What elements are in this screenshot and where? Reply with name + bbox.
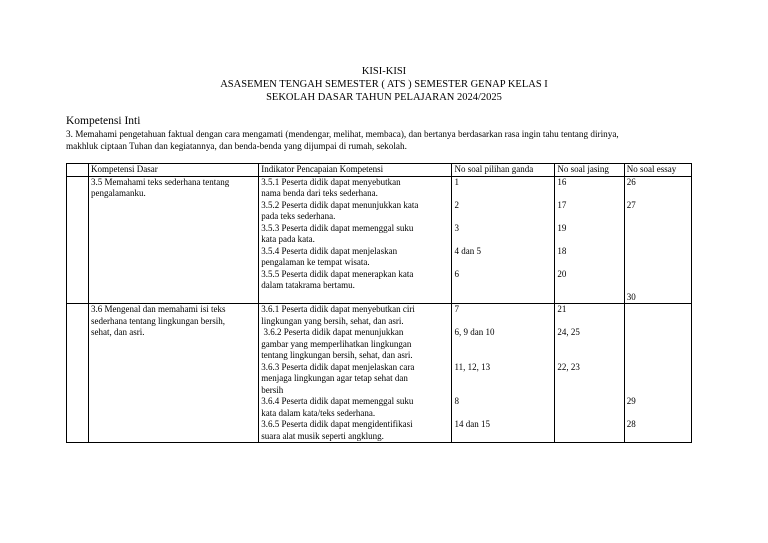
- indikator-line: 3.5.3 Peserta didik dapat memenggal suku: [261, 222, 414, 233]
- header-jasing: No soal jasing: [555, 164, 624, 177]
- document-title: KISI-KISI: [361, 66, 407, 77]
- essay-number: 30: [626, 291, 636, 302]
- ki-text-line: 3. Memahami pengetahuan faktual dengan cara mengamati (mendengar, melihat, membaca), dan bertanya berdasarkan rasa ingin tahu tentang dirinya,: [66, 129, 619, 139]
- kompetensi-dasar-cell: [89, 304, 259, 443]
- header-cell-number: [67, 164, 89, 177]
- indikator-line: suara alat musik seperti angklung.: [261, 430, 384, 441]
- indikator-line: pengalaman ke tempat wisata.: [261, 257, 370, 267]
- indikator-line: menjaga lingkungan agar tetap sehat dan: [261, 373, 408, 383]
- essay-number: 28: [626, 419, 636, 429]
- js-number: 21: [557, 304, 567, 314]
- header-kompetensi-dasar: Kompetensi Dasar: [89, 164, 259, 177]
- indikator-line: 3.6.2 Peserta didik dapat menunjukkan: [261, 327, 404, 337]
- table-header-row: [67, 164, 692, 177]
- indikator-line: kata pada kata.: [261, 234, 315, 244]
- indikator-line: dalam tatakrama bertamu.: [261, 280, 355, 290]
- pg-number: 7: [454, 304, 459, 314]
- kd-line: 3.6 Mengenal dan memahami isi teks: [91, 304, 226, 314]
- pg-number: 3: [454, 222, 459, 233]
- header-indikator: Indikator Pencapaian Kompetensi: [259, 164, 452, 177]
- kd-line: sehat, dan asri.: [91, 327, 145, 337]
- header-essay: No soal essay: [624, 164, 691, 177]
- essay-cell: [624, 304, 691, 443]
- pg-number: 4 dan 5: [454, 245, 481, 256]
- js-number: 22, 23: [557, 361, 580, 372]
- js-number: 19: [557, 222, 567, 233]
- essay-number: 26: [626, 176, 636, 187]
- pg-number: 6, 9 dan 10: [454, 327, 495, 337]
- indikator-line: 3.6.3 Peserta didik dapat menjelaskan cara: [261, 361, 415, 372]
- indikator-line: 3.6.5 Peserta didik dapat mengidentifikasi: [261, 419, 413, 429]
- indikator-line: 3.5.5 Peserta didik dapat menerapkan kata: [261, 268, 414, 279]
- jasing-cell: [555, 176, 624, 304]
- indikator-line: tentang lingkungan bersih, sehat, dan asri.: [261, 350, 413, 360]
- indikator-line: 3.5.1 Peserta didik dapat menyebutkan: [261, 176, 401, 187]
- essay-number: 27: [626, 199, 636, 210]
- document-school-year: SEKOLAH DASAR TAHUN PELAJARAN 2024/2025: [266, 92, 502, 103]
- indikator-cell: [259, 176, 452, 304]
- js-number: 24, 25: [557, 327, 580, 337]
- document-subtitle: ASASEMEN TENGAH SEMESTER ( ATS ) SEMESTER GENAP KELAS I: [220, 79, 548, 90]
- indikator-line: pada teks sederhana.: [261, 211, 336, 221]
- pg-number: 11, 12, 13: [454, 361, 491, 372]
- kd-line: pengalamanku.: [91, 188, 146, 198]
- js-number: 17: [557, 199, 567, 210]
- table-row: [67, 304, 692, 443]
- indikator-line: lingkungan yang bersih, sehat, dan asri.: [261, 315, 404, 326]
- indikator-line: 3.6.1 Peserta didik dapat menyebutkan ciri: [261, 304, 415, 314]
- indikator-line: 3.6.4 Peserta didik dapat memenggal suku: [261, 396, 414, 406]
- kd-line: sederhana tentang lingkungan bersih,: [91, 315, 226, 326]
- indikator-line: nama benda dari teks sederhana.: [261, 188, 378, 198]
- row-number-cell: [67, 176, 89, 304]
- js-number: 16: [557, 176, 567, 187]
- pg-number: 6: [454, 268, 459, 279]
- js-number: 18: [557, 245, 567, 256]
- pilihan-ganda-cell: [452, 304, 555, 443]
- indikator-cell: [259, 304, 452, 443]
- header-pilihan-ganda: No soal pilihan ganda: [452, 164, 555, 177]
- indikator-line: 3.5.4 Peserta didik dapat menjelaskan: [261, 245, 398, 256]
- essay-cell: [624, 176, 691, 304]
- pg-number: 2: [454, 199, 459, 210]
- indikator-line: gambar yang memperlihatkan lingkungan: [261, 338, 412, 349]
- pilihan-ganda-cell: [452, 176, 555, 304]
- table-row: [67, 176, 692, 304]
- pg-number: 8: [454, 396, 459, 406]
- kompetensi-dasar-cell: [89, 176, 259, 304]
- js-number: 20: [557, 268, 567, 279]
- kisi-kisi-table: [66, 163, 692, 443]
- jasing-cell: [555, 304, 624, 443]
- indikator-line: kata dalam kata/teks sederhana.: [261, 407, 376, 418]
- pg-number: 14 dan 15: [454, 419, 490, 429]
- kd-line: 3.5 Memahami teks sederhana tentang: [91, 176, 230, 187]
- indikator-line: 3.5.2 Peserta didik dapat menunjukkan kata: [261, 199, 419, 210]
- indikator-line: bersih: [261, 384, 284, 395]
- ki-text-line: makhluk ciptaan Tuhan dan kegiatannya, dan benda-benda yang dijumpai di rumah, sekolah.: [66, 141, 407, 151]
- pg-number: 1: [454, 176, 459, 187]
- kompetensi-inti-heading: Kompetensi Inti: [66, 115, 141, 127]
- row-number-cell: [67, 304, 89, 443]
- kompetensi-inti-text: [66, 128, 696, 152]
- essay-number: 29: [626, 396, 636, 406]
